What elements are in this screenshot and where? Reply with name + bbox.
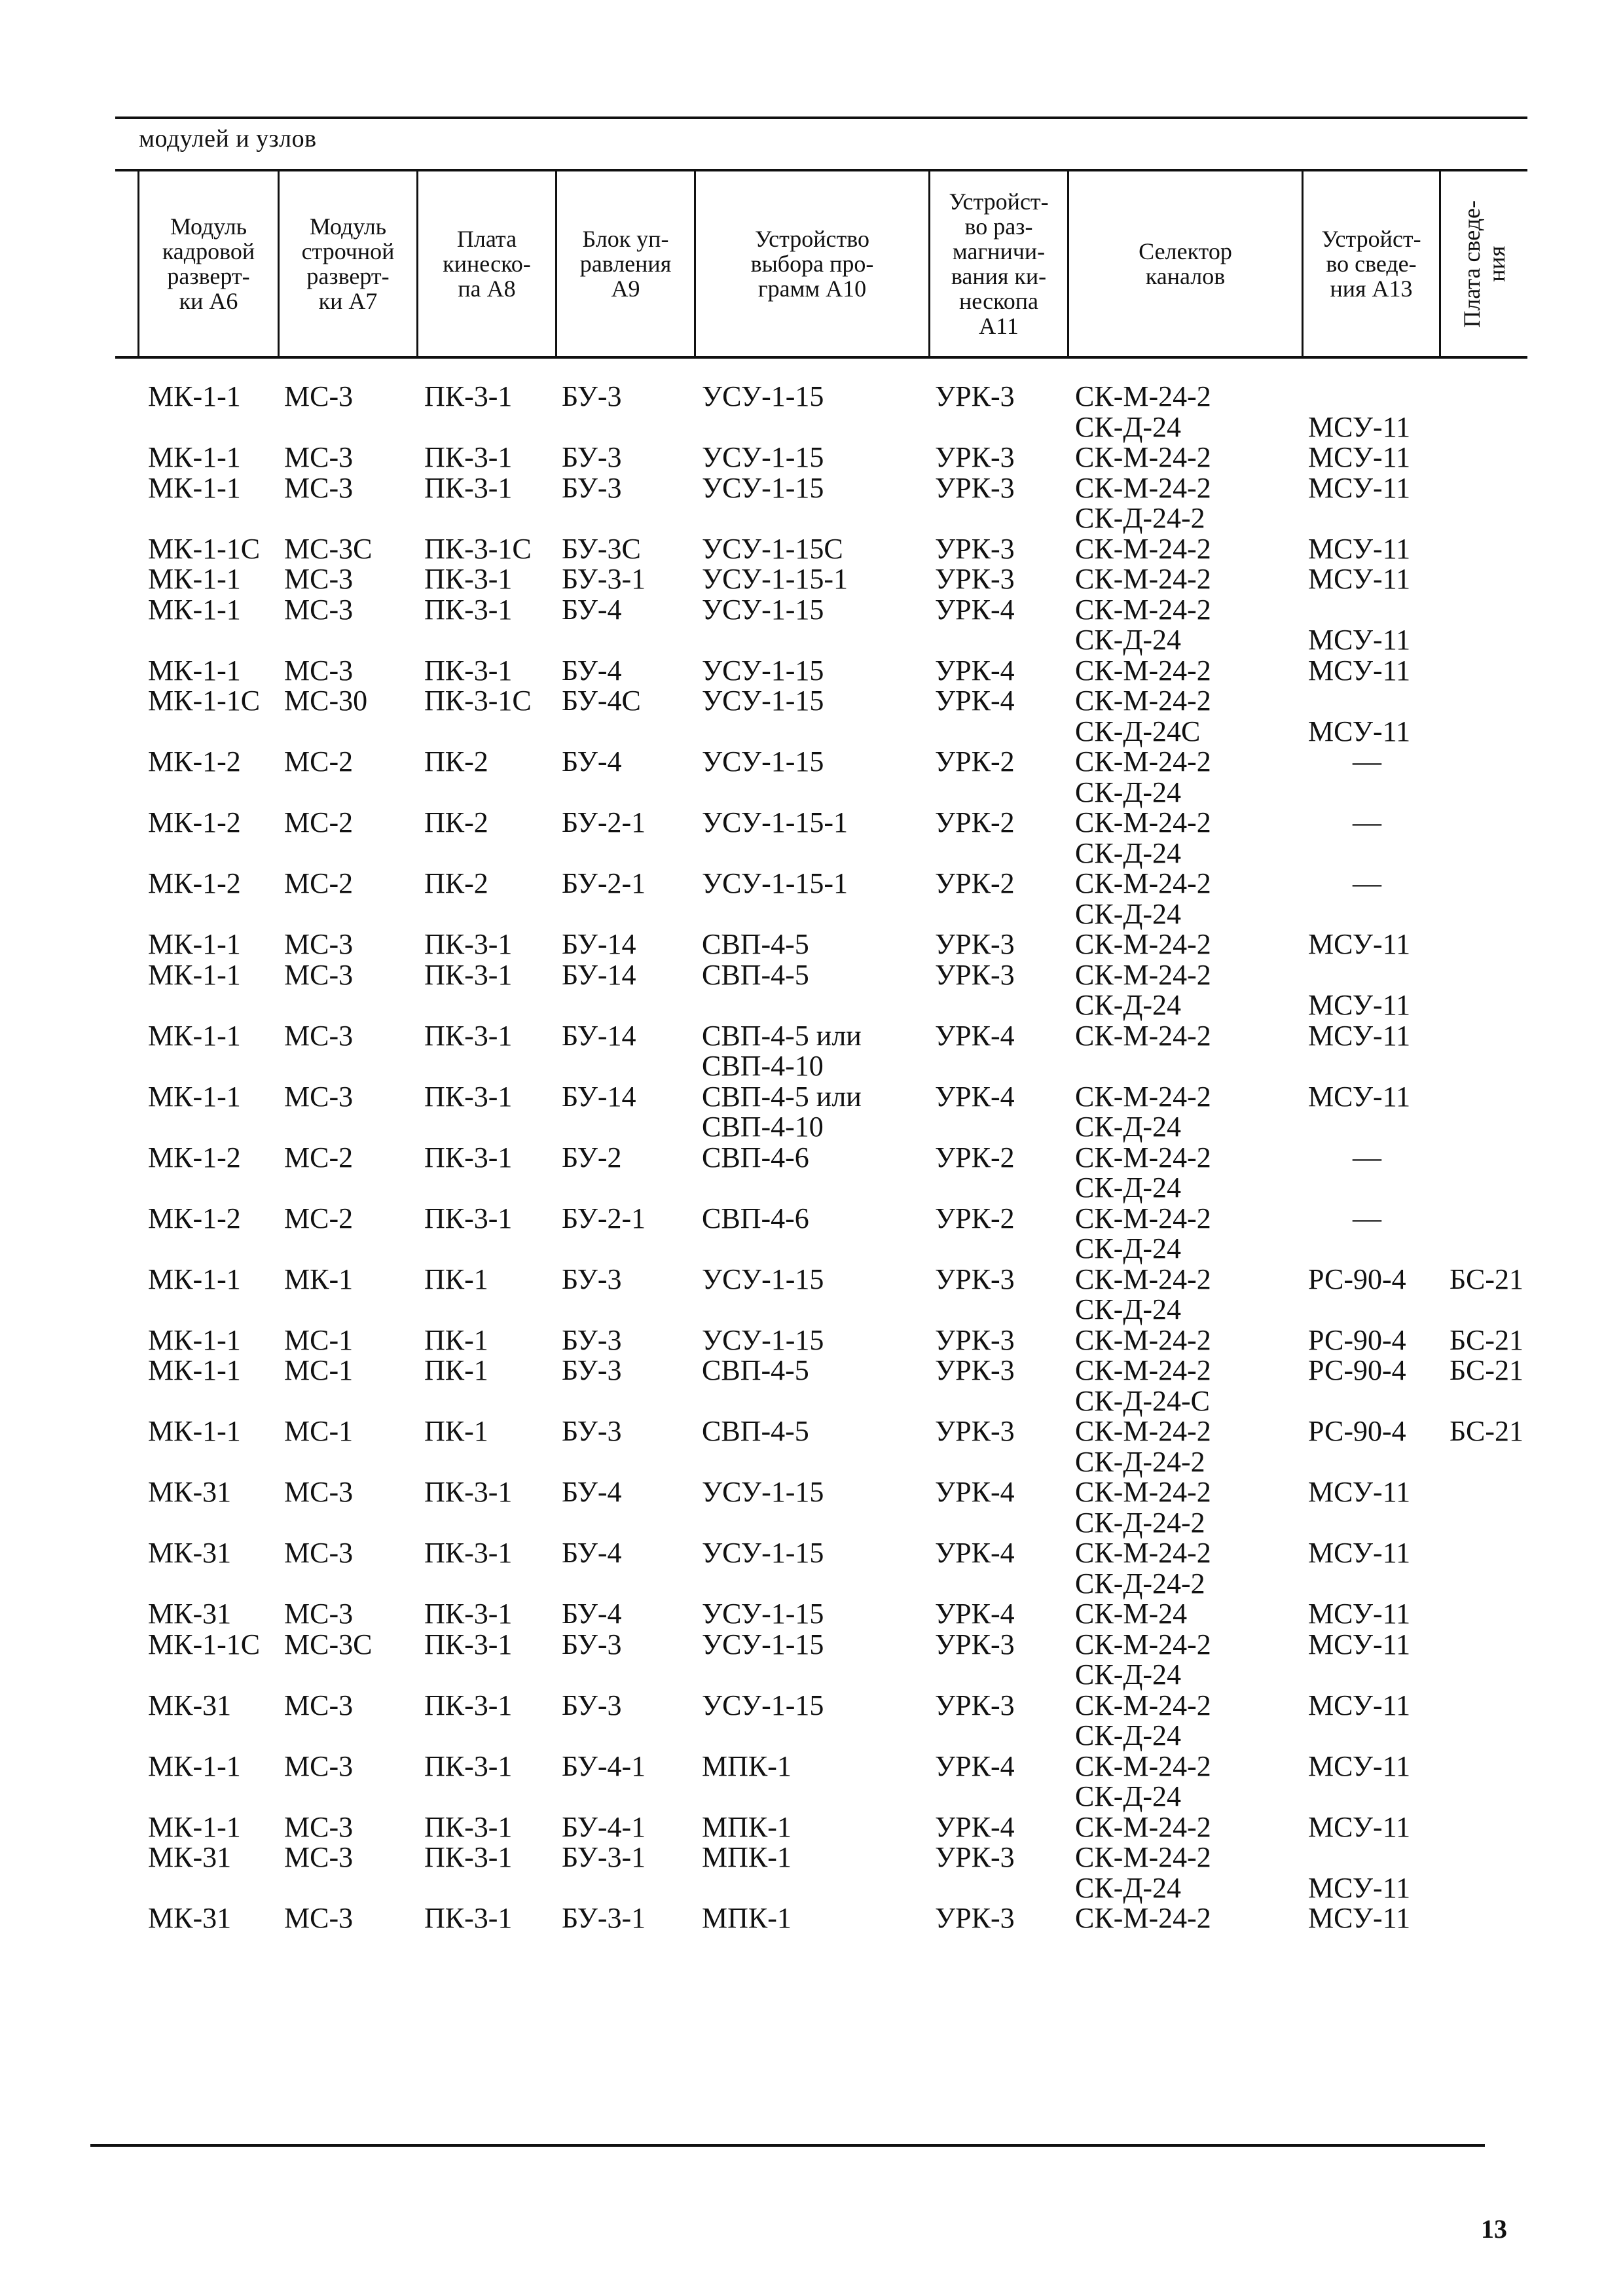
cell-line-module: МС-2 <box>284 867 354 899</box>
cell-channel-selector: СК-М-24-2 <box>1075 1202 1211 1234</box>
cell-kinescope-board: ПК-3-1 <box>424 1598 513 1630</box>
cell-channel-selector: СК-Д-24 <box>1075 897 1182 930</box>
cell-convergence-unit: МСУ-11 <box>1308 1810 1411 1843</box>
cell-channel-selector: СК-М-24-2 <box>1075 1019 1211 1052</box>
cell-kinescope-board: ПК-3-1 <box>424 1141 513 1174</box>
cell-convergence-unit: — <box>1353 1202 1381 1234</box>
cell-frame-module: МК-1-1 <box>148 1019 241 1052</box>
cell-convergence-unit: МСУ-11 <box>1308 471 1411 504</box>
cell-demagnetizer: УРК-3 <box>935 958 1015 991</box>
cell-program-selector: СВП-4-5 или <box>702 1080 862 1113</box>
cell-convergence-unit: РС-90-4 <box>1308 1263 1406 1295</box>
cell-program-selector: УСУ-1-15 <box>702 1323 824 1356</box>
cell-kinescope-board: ПК-2 <box>424 867 488 899</box>
cell-frame-module: МК-1-1 <box>148 441 241 473</box>
cell-demagnetizer: УРК-3 <box>935 1689 1015 1721</box>
cell-control-unit: БУ-3 <box>562 380 622 412</box>
cell-channel-selector: СК-Д-24 <box>1075 1780 1182 1812</box>
cell-convergence-unit: РС-90-4 <box>1308 1415 1406 1447</box>
cell-program-selector: УСУ-1-15 <box>702 1476 824 1508</box>
cell-channel-selector: СК-М-24-2 <box>1075 532 1211 565</box>
header-kinescope-board-label: Плата кинеско- па А8 <box>443 226 531 302</box>
cell-convergence-board: БС-21 <box>1450 1263 1523 1295</box>
cell-frame-module: МК-31 <box>148 1689 232 1721</box>
cell-line-module: МК-1 <box>284 1263 354 1295</box>
cell-kinescope-board: ПК-1 <box>424 1263 488 1295</box>
cell-convergence-unit: МСУ-11 <box>1308 1080 1411 1113</box>
cell-convergence-unit: МСУ-11 <box>1308 563 1411 595</box>
cell-kinescope-board: ПК-3-1 <box>424 1080 513 1113</box>
cell-line-module: МС-3 <box>284 471 354 504</box>
cell-control-unit: БУ-14 <box>562 958 636 991</box>
cell-channel-selector: СК-Д-24-2 <box>1075 502 1205 534</box>
cell-line-module: МС-3 <box>284 1019 354 1052</box>
cell-kinescope-board: ПК-3-1 <box>424 1749 513 1782</box>
cell-program-selector: УСУ-1-15 <box>702 471 824 504</box>
cell-control-unit: БУ-3-1 <box>562 563 646 595</box>
cell-kinescope-board: ПК-3-1С <box>424 685 532 717</box>
cell-channel-selector: СК-Д-24 <box>1075 624 1182 656</box>
cell-line-module: МС-3 <box>284 1598 354 1630</box>
cell-demagnetizer: УРК-3 <box>935 532 1015 565</box>
cell-program-selector: УСУ-1-15 <box>702 1689 824 1721</box>
cell-convergence-unit: МСУ-11 <box>1308 989 1411 1021</box>
cell-kinescope-board: ПК-3-1 <box>424 380 513 412</box>
header-channel-selector-label: Селектор каналов <box>1139 238 1232 289</box>
cell-channel-selector: СК-Д-24 <box>1075 1111 1182 1143</box>
cell-convergence-unit: МСУ-11 <box>1308 624 1411 656</box>
cell-demagnetizer: УРК-4 <box>935 1537 1015 1569</box>
cell-convergence-unit: МСУ-11 <box>1308 1871 1411 1904</box>
cell-control-unit: БУ-4 <box>562 1476 622 1508</box>
cell-channel-selector: СК-М-24-2 <box>1075 1354 1211 1386</box>
cell-control-unit: БУ-4 <box>562 1537 622 1569</box>
cell-program-selector: УСУ-1-15 <box>702 745 824 778</box>
cell-kinescope-board: ПК-3-1 <box>424 928 513 960</box>
cell-demagnetizer: УРК-3 <box>935 1841 1015 1873</box>
cell-kinescope-board: ПК-3-1С <box>424 532 532 565</box>
cell-demagnetizer: УРК-3 <box>935 563 1015 595</box>
cell-channel-selector: СК-М-24 <box>1075 1598 1188 1630</box>
cell-channel-selector: СК-М-24-2 <box>1075 958 1211 991</box>
cell-line-module: МС-1 <box>284 1354 354 1386</box>
cell-demagnetizer: УРК-2 <box>935 745 1015 778</box>
header-line-scan-module-label: Модуль строчной разверт- ки А7 <box>301 213 395 314</box>
cell-convergence-unit: МСУ-11 <box>1308 1476 1411 1508</box>
header-convergence-board-label: Плата сведе- ния <box>1459 200 1510 328</box>
bottom-rule <box>90 2144 1485 2147</box>
cell-program-selector: МПК-1 <box>702 1749 792 1782</box>
cell-frame-module: МК-31 <box>148 1902 232 1934</box>
cell-convergence-unit: МСУ-11 <box>1308 1628 1411 1660</box>
cell-demagnetizer: УРК-4 <box>935 685 1015 717</box>
cell-channel-selector: СК-Д-24 <box>1075 989 1182 1021</box>
cell-demagnetizer: УРК-4 <box>935 1749 1015 1782</box>
cell-program-selector: УСУ-1-15-1 <box>702 806 848 838</box>
cell-demagnetizer: УРК-2 <box>935 1202 1015 1234</box>
cell-control-unit: БУ-4 <box>562 593 622 626</box>
cell-demagnetizer: УРК-3 <box>935 441 1015 473</box>
cell-frame-module: МК-1-1 <box>148 380 241 412</box>
cell-line-module: МС-3 <box>284 563 354 595</box>
cell-demagnetizer: УРК-3 <box>935 1263 1015 1295</box>
cell-channel-selector: СК-М-24-2 <box>1075 867 1211 899</box>
cell-frame-module: МК-31 <box>148 1537 232 1569</box>
header-convergence-unit-label: Устройст- во сведе- ния А13 <box>1321 226 1421 302</box>
cell-demagnetizer: УРК-3 <box>935 1415 1015 1447</box>
header-demagnetizer-label: Устройст- во раз- магничи- вания ки- нескопа А11 <box>949 188 1049 339</box>
cell-frame-module: МК-1-1 <box>148 593 241 626</box>
cell-program-selector: СВП-4-5 <box>702 958 809 991</box>
cell-demagnetizer: УРК-4 <box>935 1476 1015 1508</box>
cell-channel-selector: СК-М-24-2 <box>1075 654 1211 687</box>
cell-line-module: МС-3 <box>284 1476 354 1508</box>
cell-kinescope-board: ПК-3-1 <box>424 441 513 473</box>
cell-convergence-board: БС-21 <box>1450 1323 1523 1356</box>
cell-program-selector: УСУ-1-15-1 <box>702 563 848 595</box>
cell-channel-selector: СК-М-24-2 <box>1075 1476 1211 1508</box>
cell-control-unit: БУ-4 <box>562 745 622 778</box>
cell-convergence-unit: МСУ-11 <box>1308 410 1411 443</box>
table-caption: модулей и узлов <box>139 125 317 152</box>
cell-channel-selector: СК-Д-24-2 <box>1075 1445 1205 1478</box>
cell-convergence-unit: — <box>1353 745 1381 778</box>
cell-control-unit: БУ-3-1 <box>562 1841 646 1873</box>
cell-line-module: МС-3 <box>284 928 354 960</box>
cell-frame-module: МК-1-2 <box>148 1202 241 1234</box>
cell-control-unit: БУ-3 <box>562 441 622 473</box>
cell-frame-module: МК-1-2 <box>148 1141 241 1174</box>
cell-channel-selector: СК-Д-24-С <box>1075 1384 1211 1417</box>
cell-control-unit: БУ-3 <box>562 1415 622 1447</box>
cell-convergence-unit: МСУ-11 <box>1308 1537 1411 1569</box>
header-program-selector-label: Устройство выбора про- грамм А10 <box>750 226 874 302</box>
cell-control-unit: БУ-4 <box>562 654 622 687</box>
cell-channel-selector: СК-М-24-2 <box>1075 928 1211 960</box>
cell-line-module: МС-1 <box>284 1415 354 1447</box>
cell-kinescope-board: ПК-3-1 <box>424 654 513 687</box>
cell-kinescope-board: ПК-3-1 <box>424 1202 513 1234</box>
cell-channel-selector: СК-М-24-2 <box>1075 1415 1211 1447</box>
cell-control-unit: БУ-3С <box>562 532 641 565</box>
cell-line-module: МС-1 <box>284 1323 354 1356</box>
cell-channel-selector: СК-М-24-2 <box>1075 441 1211 473</box>
cell-channel-selector: СК-М-24-2 <box>1075 1810 1211 1843</box>
cell-kinescope-board: ПК-3-1 <box>424 471 513 504</box>
cell-kinescope-board: ПК-1 <box>424 1323 488 1356</box>
cell-control-unit: БУ-2-1 <box>562 1202 646 1234</box>
cell-channel-selector: СК-М-24-2 <box>1075 1263 1211 1295</box>
cell-frame-module: МК-1-2 <box>148 867 241 899</box>
cell-convergence-unit: МСУ-11 <box>1308 654 1411 687</box>
cell-channel-selector: СК-М-24-2 <box>1075 1902 1211 1934</box>
cell-line-module: МС-3 <box>284 1749 354 1782</box>
cell-program-selector: СВП-4-5 <box>702 1415 809 1447</box>
cell-program-selector: УСУ-1-15 <box>702 1537 824 1569</box>
cell-program-selector: УСУ-1-15 <box>702 1263 824 1295</box>
cell-frame-module: МК-1-1С <box>148 685 261 717</box>
cell-demagnetizer: УРК-4 <box>935 1019 1015 1052</box>
cell-channel-selector: СК-М-24-2 <box>1075 593 1211 626</box>
cell-line-module: МС-3 <box>284 593 354 626</box>
cell-line-module: МС-3 <box>284 1080 354 1113</box>
cell-channel-selector: СК-Д-24 <box>1075 836 1182 869</box>
cell-frame-module: МК-31 <box>148 1476 232 1508</box>
cell-convergence-board: БС-21 <box>1450 1415 1523 1447</box>
cell-demagnetizer: УРК-3 <box>935 380 1015 412</box>
cell-program-selector: СВП-4-10 <box>702 1050 824 1082</box>
cell-channel-selector: СК-М-24-2 <box>1075 1689 1211 1721</box>
cell-convergence-unit: РС-90-4 <box>1308 1323 1406 1356</box>
cell-frame-module: МК-1-1С <box>148 1628 261 1660</box>
cell-convergence-unit: РС-90-4 <box>1308 1354 1406 1386</box>
cell-control-unit: БУ-4С <box>562 685 641 717</box>
cell-channel-selector: СК-М-24-2 <box>1075 1537 1211 1569</box>
cell-control-unit: БУ-3 <box>562 1689 622 1721</box>
cell-channel-selector: СК-М-24-2 <box>1075 806 1211 838</box>
cell-convergence-unit: МСУ-11 <box>1308 1019 1411 1052</box>
cell-channel-selector: СК-Д-24 <box>1075 1719 1182 1751</box>
cell-channel-selector: СК-М-24-2 <box>1075 380 1211 412</box>
cell-control-unit: БУ-2-1 <box>562 806 646 838</box>
cell-frame-module: МК-1-1 <box>148 928 241 960</box>
cell-program-selector: УСУ-1-15 <box>702 685 824 717</box>
cell-line-module: МС-3 <box>284 1537 354 1569</box>
cell-kinescope-board: ПК-3-1 <box>424 1810 513 1843</box>
cell-line-module: МС-3 <box>284 380 354 412</box>
cell-control-unit: БУ-4-1 <box>562 1810 646 1843</box>
cell-convergence-unit: МСУ-11 <box>1308 441 1411 473</box>
cell-control-unit: БУ-2-1 <box>562 867 646 899</box>
cell-line-module: МС-2 <box>284 745 354 778</box>
cell-line-module: МС-3 <box>284 1689 354 1721</box>
cell-channel-selector: СК-Д-24 <box>1075 1871 1182 1904</box>
page-number: 13 <box>1481 2214 1507 2244</box>
cell-demagnetizer: УРК-2 <box>935 1141 1015 1174</box>
cell-channel-selector: СК-Д-24 <box>1075 776 1182 808</box>
cell-kinescope-board: ПК-3-1 <box>424 593 513 626</box>
cell-channel-selector: СК-М-24-2 <box>1075 745 1211 778</box>
cell-program-selector: СВП-4-5 <box>702 1354 809 1386</box>
cell-program-selector: СВП-4-5 <box>702 928 809 960</box>
cell-kinescope-board: ПК-3-1 <box>424 1841 513 1873</box>
cell-demagnetizer: УРК-4 <box>935 1598 1015 1630</box>
cell-kinescope-board: ПК-3-1 <box>424 563 513 595</box>
cell-convergence-unit: — <box>1353 1141 1381 1174</box>
cell-frame-module: МК-1-1 <box>148 563 241 595</box>
cell-kinescope-board: ПК-3-1 <box>424 1689 513 1721</box>
cell-channel-selector: СК-М-24-2 <box>1075 1841 1211 1873</box>
cell-demagnetizer: УРК-2 <box>935 867 1015 899</box>
cell-program-selector: СВП-4-6 <box>702 1202 809 1234</box>
cell-demagnetizer: УРК-3 <box>935 1354 1015 1386</box>
cell-channel-selector: СК-Д-24 <box>1075 1172 1182 1204</box>
cell-program-selector: УСУ-1-15 <box>702 654 824 687</box>
cell-program-selector: УСУ-1-15 <box>702 380 824 412</box>
cell-channel-selector: СК-Д-24 <box>1075 1293 1182 1325</box>
cell-control-unit: БУ-3 <box>562 471 622 504</box>
cell-kinescope-board: ПК-1 <box>424 1354 488 1386</box>
cell-program-selector: УСУ-1-15 <box>702 1598 824 1630</box>
cell-demagnetizer: УРК-4 <box>935 593 1015 626</box>
cell-channel-selector: СК-М-24-2 <box>1075 1628 1211 1660</box>
cell-demagnetizer: УРК-3 <box>935 928 1015 960</box>
cell-program-selector: СВП-4-6 <box>702 1141 809 1174</box>
cell-kinescope-board: ПК-3-1 <box>424 1902 513 1934</box>
cell-demagnetizer: УРК-4 <box>935 654 1015 687</box>
cell-frame-module: МК-31 <box>148 1841 232 1873</box>
cell-program-selector: СВП-4-10 <box>702 1111 824 1143</box>
cell-frame-module: МК-1-1 <box>148 1354 241 1386</box>
cell-program-selector: УСУ-1-15 <box>702 1628 824 1660</box>
cell-channel-selector: СК-Д-24 <box>1075 410 1182 443</box>
cell-demagnetizer: УРК-3 <box>935 471 1015 504</box>
cell-channel-selector: СК-М-24-2 <box>1075 1323 1211 1356</box>
cell-line-module: МС-30 <box>284 685 368 717</box>
cell-control-unit: БУ-3-1 <box>562 1902 646 1934</box>
cell-kinescope-board: ПК-3-1 <box>424 958 513 991</box>
cell-program-selector: МПК-1 <box>702 1841 792 1873</box>
cell-frame-module: МК-1-1 <box>148 1263 241 1295</box>
cell-channel-selector: СК-Д-24 <box>1075 1232 1182 1265</box>
cell-convergence-unit: — <box>1353 867 1381 899</box>
cell-frame-module: МК-1-2 <box>148 806 241 838</box>
cell-convergence-unit: МСУ-11 <box>1308 928 1411 960</box>
cell-program-selector: СВП-4-5 или <box>702 1019 862 1052</box>
cell-line-module: МС-3 <box>284 1841 354 1873</box>
cell-frame-module: МК-1-1 <box>148 1749 241 1782</box>
cell-frame-module: МК-1-1 <box>148 1323 241 1356</box>
cell-channel-selector: СК-М-24-2 <box>1075 471 1211 504</box>
cell-line-module: МС-3С <box>284 532 373 565</box>
cell-demagnetizer: УРК-4 <box>935 1080 1015 1113</box>
cell-channel-selector: СК-М-24-2 <box>1075 1080 1211 1113</box>
cell-kinescope-board: ПК-3-1 <box>424 1628 513 1660</box>
cell-frame-module: МК-1-1 <box>148 1810 241 1843</box>
header-frame-scan-module-label: Модуль кадровой разверт- ки А6 <box>162 213 255 314</box>
cell-convergence-unit: МСУ-11 <box>1308 1598 1411 1630</box>
cell-convergence-unit: МСУ-11 <box>1308 1749 1411 1782</box>
cell-control-unit: БУ-3 <box>562 1323 622 1356</box>
cell-channel-selector: СК-М-24-2 <box>1075 1141 1211 1174</box>
cell-convergence-unit: МСУ-11 <box>1308 532 1411 565</box>
cell-convergence-unit: МСУ-11 <box>1308 1689 1411 1721</box>
cell-frame-module: МК-1-1 <box>148 1415 241 1447</box>
cell-control-unit: БУ-3 <box>562 1354 622 1386</box>
cell-kinescope-board: ПК-2 <box>424 745 488 778</box>
cell-control-unit: БУ-4-1 <box>562 1749 646 1782</box>
cell-channel-selector: СК-Д-24 <box>1075 1659 1182 1691</box>
cell-program-selector: МПК-1 <box>702 1810 792 1843</box>
cell-channel-selector: СК-М-24-2 <box>1075 685 1211 717</box>
cell-line-module: МС-3С <box>284 1628 373 1660</box>
cell-program-selector: УСУ-1-15 <box>702 441 824 473</box>
cell-channel-selector: СК-Д-24-2 <box>1075 1506 1205 1539</box>
cell-control-unit: БУ-14 <box>562 1080 636 1113</box>
cell-frame-module: МК-1-1 <box>148 1080 241 1113</box>
cell-convergence-unit: — <box>1353 806 1381 838</box>
cell-program-selector: МПК-1 <box>702 1902 792 1934</box>
cell-control-unit: БУ-3 <box>562 1263 622 1295</box>
cell-program-selector: УСУ-1-15С <box>702 532 843 565</box>
cell-line-module: МС-3 <box>284 1902 354 1934</box>
cell-channel-selector: СК-М-24-2 <box>1075 563 1211 595</box>
cell-kinescope-board: ПК-2 <box>424 806 488 838</box>
cell-control-unit: БУ-3 <box>562 1628 622 1660</box>
cell-frame-module: МК-1-1 <box>148 958 241 991</box>
cell-demagnetizer: УРК-3 <box>935 1323 1015 1356</box>
cell-frame-module: МК-31 <box>148 1598 232 1630</box>
cell-frame-module: МК-1-1 <box>148 471 241 504</box>
cell-convergence-unit: МСУ-11 <box>1308 715 1411 747</box>
cell-kinescope-board: ПК-1 <box>424 1415 488 1447</box>
cell-channel-selector: СК-Д-24-2 <box>1075 1567 1205 1600</box>
cell-demagnetizer: УРК-4 <box>935 1810 1015 1843</box>
header-control-unit-label: Блок уп- равления А9 <box>579 226 672 302</box>
cell-control-unit: БУ-14 <box>562 1019 636 1052</box>
cell-kinescope-board: ПК-3-1 <box>424 1537 513 1569</box>
cell-demagnetizer: УРК-3 <box>935 1628 1015 1660</box>
cell-kinescope-board: ПК-3-1 <box>424 1476 513 1508</box>
cell-line-module: МС-3 <box>284 441 354 473</box>
cell-convergence-unit: МСУ-11 <box>1308 1902 1411 1934</box>
cell-kinescope-board: ПК-3-1 <box>424 1019 513 1052</box>
cell-channel-selector: СК-М-24-2 <box>1075 1749 1211 1782</box>
cell-line-module: МС-3 <box>284 958 354 991</box>
cell-demagnetizer: УРК-2 <box>935 806 1015 838</box>
cell-control-unit: БУ-14 <box>562 928 636 960</box>
cell-frame-module: МК-1-1 <box>148 654 241 687</box>
cell-line-module: МС-3 <box>284 1810 354 1843</box>
cell-frame-module: МК-1-1С <box>148 532 261 565</box>
cell-demagnetizer: УРК-3 <box>935 1902 1015 1934</box>
cell-program-selector: УСУ-1-15 <box>702 593 824 626</box>
cell-line-module: МС-2 <box>284 1202 354 1234</box>
cell-frame-module: МК-1-2 <box>148 745 241 778</box>
cell-line-module: МС-2 <box>284 1141 354 1174</box>
cell-program-selector: УСУ-1-15-1 <box>702 867 848 899</box>
cell-line-module: МС-3 <box>284 654 354 687</box>
cell-channel-selector: СК-Д-24С <box>1075 715 1201 747</box>
cell-line-module: МС-2 <box>284 806 354 838</box>
cell-convergence-board: БС-21 <box>1450 1354 1523 1386</box>
cell-control-unit: БУ-2 <box>562 1141 622 1174</box>
cell-control-unit: БУ-4 <box>562 1598 622 1630</box>
